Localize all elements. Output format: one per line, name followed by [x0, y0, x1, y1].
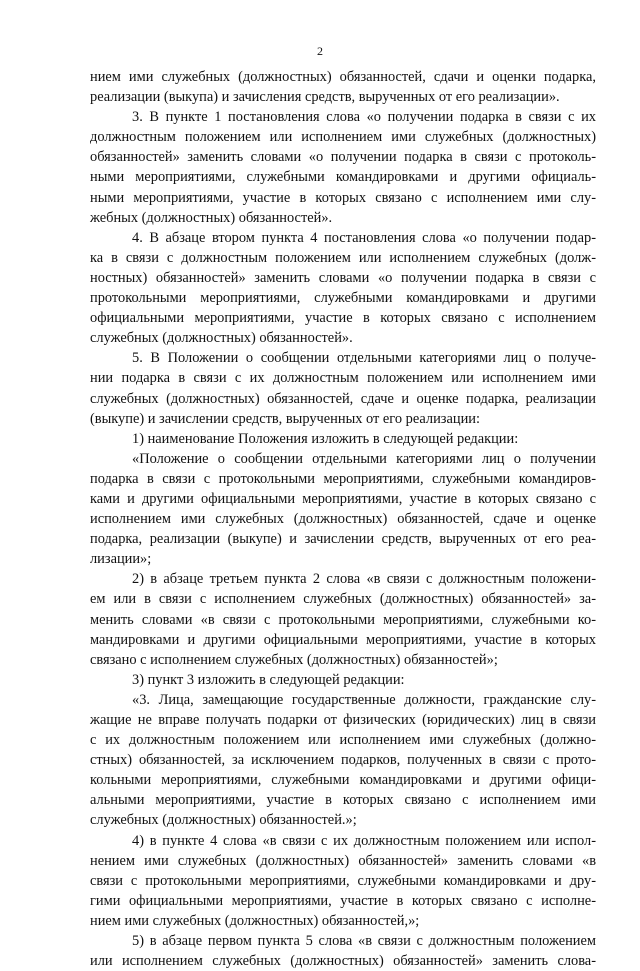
text-line: подарка, реализации (выкупе) и зачислении средств, вырученных от его реа- [90, 531, 596, 548]
text-line: «3. Лица, замещающие государственные должности, гражданские слу- [132, 691, 596, 708]
text-line: 4) в пункте 4 слова «в связи с их должностным положением или испол- [132, 832, 596, 849]
text-line: нии подарка в связи с их должностным положением или исполнением ими [90, 370, 596, 387]
text-line: жебных (должностных) обязанностей». [90, 209, 333, 226]
text-line: 4. В абзаце втором пункта 4 постановления слова «о получении подар- [132, 229, 596, 246]
page-number: 2 [317, 44, 323, 58]
text-line: ка в связи с должностным положением или исполнением служебных (долж- [90, 249, 596, 266]
text-line: нием ими служебных (должностных) обязанностей, сдачи и оценки подарка, [90, 69, 596, 85]
text-line: нием ими служебных (должностных) обязанностей,»; [90, 912, 420, 929]
text-line: 1) наименование Положения изложить в следующей редакции: [132, 430, 519, 447]
text-line: ем или в связи с исполнением служебных (должностных) обязанностей» за- [90, 591, 596, 608]
text-line: обязанностей» заменить словами «о получении подарка в связи с протоколь- [90, 149, 596, 166]
text-line: стных) обязанностей, за исключением подарков, полученных в связи с прото- [90, 752, 596, 769]
text-line: ными мероприятиями, участие в которых связано с исполнением ими слу- [90, 189, 596, 206]
text-line: (выкупе) и зачислении средств, вырученных от его реализации: [90, 410, 480, 427]
text-line: должностным положением или исполнением ими служебных (должностных) [90, 129, 596, 146]
text-line: подарка в связи с протокольными мероприятиями, служебными командиров- [90, 470, 596, 487]
text-line: альными мероприятиями, участие в которых связано с исполнением ими [90, 792, 596, 809]
text-line: связи с протокольными мероприятиями, служебными командировками и дру- [90, 872, 596, 889]
text-line: служебных (должностных) обязанностей.»; [90, 812, 357, 829]
text-line: 3. В пункте 1 постановления слова «о получении подарка в связи с их [132, 109, 596, 126]
text-line: связано с исполнением служебных (должностных) обязанностей»; [90, 651, 498, 668]
text-line: реализации (выкупа) и зачисления средств, вырученных от его реализации». [90, 89, 560, 106]
text-line: протокольными мероприятиями, служебными командировками и другими [90, 290, 596, 307]
text-line: ными мероприятиями, служебными командировками и другими официаль- [90, 169, 596, 186]
text-line: жащие не вправе получать подарки от физических (юридических) лиц в связи [90, 712, 596, 728]
text-line: 5) в абзаце первом пункта 5 слова «в связи с должностным положением [132, 933, 596, 950]
text-line: 5. В Положении о сообщении отдельными категориями лиц о получе- [132, 350, 596, 367]
text-line: служебных (должностных) обязанностей». [90, 330, 353, 347]
text-line: «Положение о сообщении отдельными категориями лиц о получении [132, 450, 596, 467]
document-body [90, 67, 596, 971]
text-line: ками и другими официальными мероприятиями, участие в которых связано с [90, 490, 596, 507]
text-line: лизации»; [90, 551, 152, 568]
text-line: с их должностным положением или исполнением ими служебных (должно- [90, 732, 596, 749]
text-line: официальными мероприятиями, участие в которых связано с исполнением [90, 310, 596, 327]
text-line: кольными мероприятиями, служебными командировками и другими офици- [90, 772, 596, 789]
text-line: нением ими служебных (должностных) обязанностей» заменить словами «в [90, 852, 596, 869]
text-line: менить словами «в связи с протокольными мероприятиями, служебными ко- [90, 611, 596, 628]
text-line: 3) пункт 3 изложить в следующей редакции: [132, 671, 405, 688]
text-line: 2) в абзаце третьем пункта 2 слова «в связи с должностным положени- [132, 571, 596, 588]
text-line: ностных) обязанностей» заменить словами «о получении подарка в связи с [90, 269, 596, 286]
text-line: гими официальными мероприятиями, участие в которых связано с исполне- [90, 892, 596, 909]
text-line: исполнением ими служебных (должностных) обязанностей, сдаче и оценке [90, 511, 596, 528]
text-line: служебных (должностных) обязанностей, сдаче и оценке подарка, реализации [90, 390, 596, 407]
text-line: мандировками и другими официальными мероприятиями, участие в которых [90, 631, 596, 648]
text-line: или исполнением служебных (должностных) обязанностей» заменить слова- [90, 953, 596, 970]
